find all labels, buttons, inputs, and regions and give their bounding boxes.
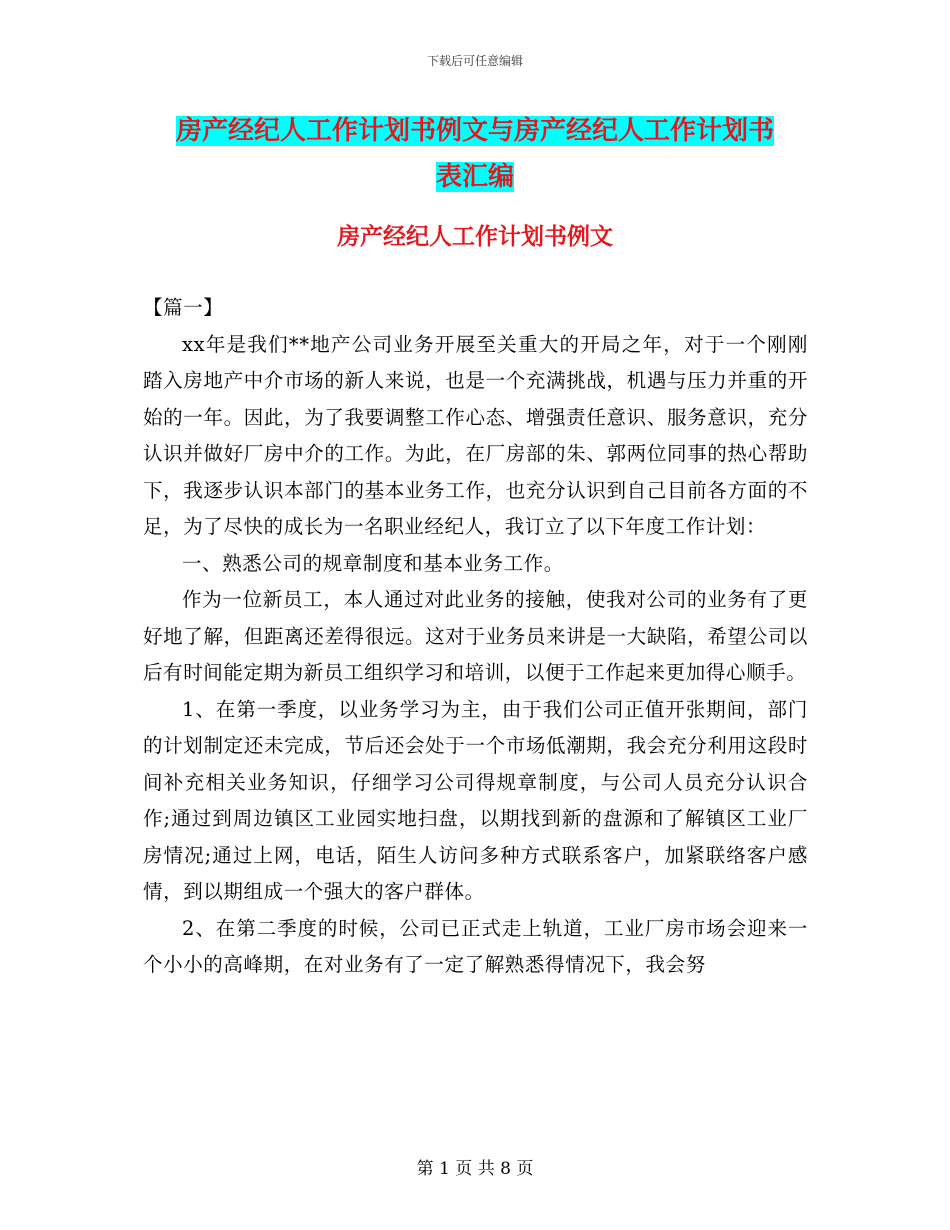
paragraph: xx年是我们**地产公司业务开展至关重大的开局之年，对于一个刚刚踏入房地产中介市场的新人来说，也是一个充满挑战，机遇与压力并重的开始的一年。因此，为了我要调整工作心态、增强责任意识、服务意识，充分认识并做好厂房中介的工作。为此，在厂房部的朱、郭两位同事的热心帮助下，我逐步认识本部门的基本业务工作，也充分认识到自己目前各方面的不足，为了尽快的成长为一名职业经纪人，我订立了以下年度工作计划： — [143, 332, 808, 538]
header-note: 下载后可任意编辑 — [426, 54, 523, 68]
document-title-line-2: 表汇编 — [435, 162, 514, 192]
paragraph-chapter-heading: 【篇一】 — [143, 296, 224, 319]
document-title-line-1: 房产经纪人工作计划书例文与房产经纪人工作计划书 — [175, 116, 774, 146]
paragraph: 1、在第一季度，以业务学习为主，由于我们公司正值开张期间，部门的计划制定还未完成，节后还会处于一个市场低潮期，我会充分利用这段时间补充相关业务知识，仔细学习公司得规章制度，与公司人员充分认识合作;通过到周边镇区工业园实地扫盘，以期找到新的盘源和了解镇区工业厂房情况;通过上网，电话，陌生人访问多种方式联系客户，加紧联络客户感情，到以期组成一个强大的客户群体。 — [143, 697, 808, 903]
page-footer: 第 1 页 共 8 页 — [416, 1159, 534, 1179]
paragraph: 作为一位新员工，本人通过对此业务的接触，使我对公司的业务有了更好地了解，但距离还差得很远。这对于业务员来讲是一大缺陷，希望公司以后有时间能定期为新员工组织学习和培训，以便于工作起来更加得心顺手。 — [143, 588, 808, 684]
body-text — [143, 290, 808, 984]
section-title: 房产经纪人工作计划书例文 — [337, 223, 613, 250]
paragraph: 一、熟悉公司的规章制度和基本业务工作。 — [182, 551, 564, 575]
document-title — [140, 108, 810, 200]
paragraph: 2、在第二季度的时候，公司已正式走上轨道，工业厂房市场会迎来一个小小的高峰期，在对业务有了一定了解熟悉得情况下，我会努 — [143, 916, 808, 976]
